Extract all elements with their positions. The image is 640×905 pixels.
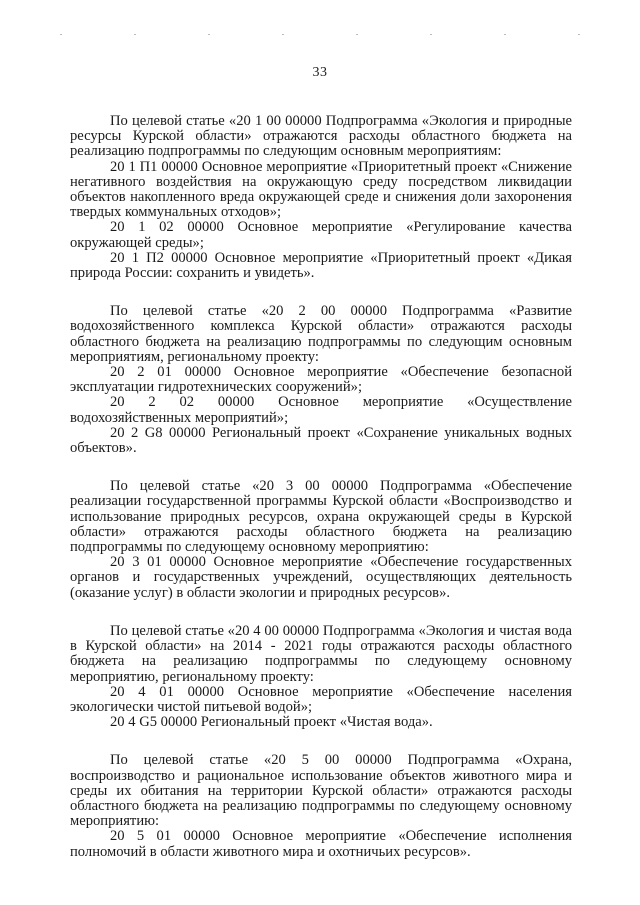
section-20-5	[70, 753, 572, 859]
section-item: 20 3 01 00000 Основное мероприятие «Обеспечение государственных органов и государственных учреждений, осуществляющих деятельность (оказание услуг) в области экологии и природных ресурсов».	[70, 554, 572, 601]
section-20-1	[70, 114, 572, 281]
page-number: 33	[312, 65, 328, 80]
document-body	[70, 114, 572, 883]
section-lead: По целевой статье «20 1 00 00000 Подпрограмма «Экология и природные ресурсы Курской области» отражаются расходы областного бюджета на реализацию подпрограммы по следующим основным мероприятиям:	[70, 113, 572, 160]
scan-artifacts	[60, 34, 580, 36]
section-item: 20 2 G8 00000 Региональный проект «Сохранение уникальных водных объектов».	[70, 424, 572, 457]
section-20-4	[70, 624, 572, 730]
section-lead: По целевой статье «20 2 00 00000 Подпрограмма «Развитие водохозяйственного комплекса Курской области» отражаются расходы областного бюджета на реализацию подпрограммы по следующим основным мероприятиям, региональному проекту:	[70, 303, 572, 365]
section-item: 20 4 01 00000 Основное мероприятие «Обеспечение населения экологически чистой питьевой водой»;	[70, 683, 572, 715]
section-lead: По целевой статье «20 4 00 00000 Подпрограмма «Экология и чистая вода в Курской области» на 2014 - 2021 годы отражаются расходы областного бюджета на реализацию подпрограммы по следующему основному мероприятию, региональному проекту:	[70, 622, 572, 685]
section-20-2	[70, 304, 572, 456]
section-lead: По целевой статье «20 3 00 00000 Подпрограмма «Обеспечение реализации государственной программы Курской области «Воспроизводство и использование природных ресурсов, охрана окружающей среды в Курской области» отражаются расходы областного бюджета на реализацию подпрограммы по следующему основному мероприятию:	[70, 478, 572, 556]
section-item: 20 4 G5 00000 Региональный проект «Чистая вода».	[110, 714, 433, 731]
section-20-3	[70, 479, 572, 601]
section-item: 20 2 01 00000 Основное мероприятие «Обеспечение безопасной эксплуатации гидротехнических сооружений»;	[70, 364, 572, 396]
section-item: 20 2 02 00000 Основное мероприятие «Осуществление водохозяйственных мероприятий»;	[70, 394, 572, 426]
section-item: 20 1 П2 00000 Основное мероприятие «Приоритетный проект «Дикая природа России: сохранить и увидеть».	[70, 249, 572, 282]
section-item: 20 1 П1 00000 Основное мероприятие «Приоритетный проект «Снижение негативного воздействия на окружающую среду посредством ликвидации объектов накопленного вреда окружающей среде и снижения доли захоронения твердых коммунальных отходов»;	[70, 158, 572, 221]
section-lead: По целевой статье «20 5 00 00000 Подпрограмма «Охрана, воспроизводство и рациональное использование объектов животного мира и среды их обитания на территории Курской области» отражаются расходы областного бюджета на реализацию подпрограммы по следующему основному мероприятию:	[70, 752, 572, 830]
section-item: 20 1 02 00000 Основное мероприятие «Регулирование качества окружающей среды»;	[70, 219, 572, 251]
section-item: 20 5 01 00000 Основное мероприятие «Обеспечение исполнения полномочий в области животного мира и охотничьих ресурсов».	[70, 828, 572, 860]
